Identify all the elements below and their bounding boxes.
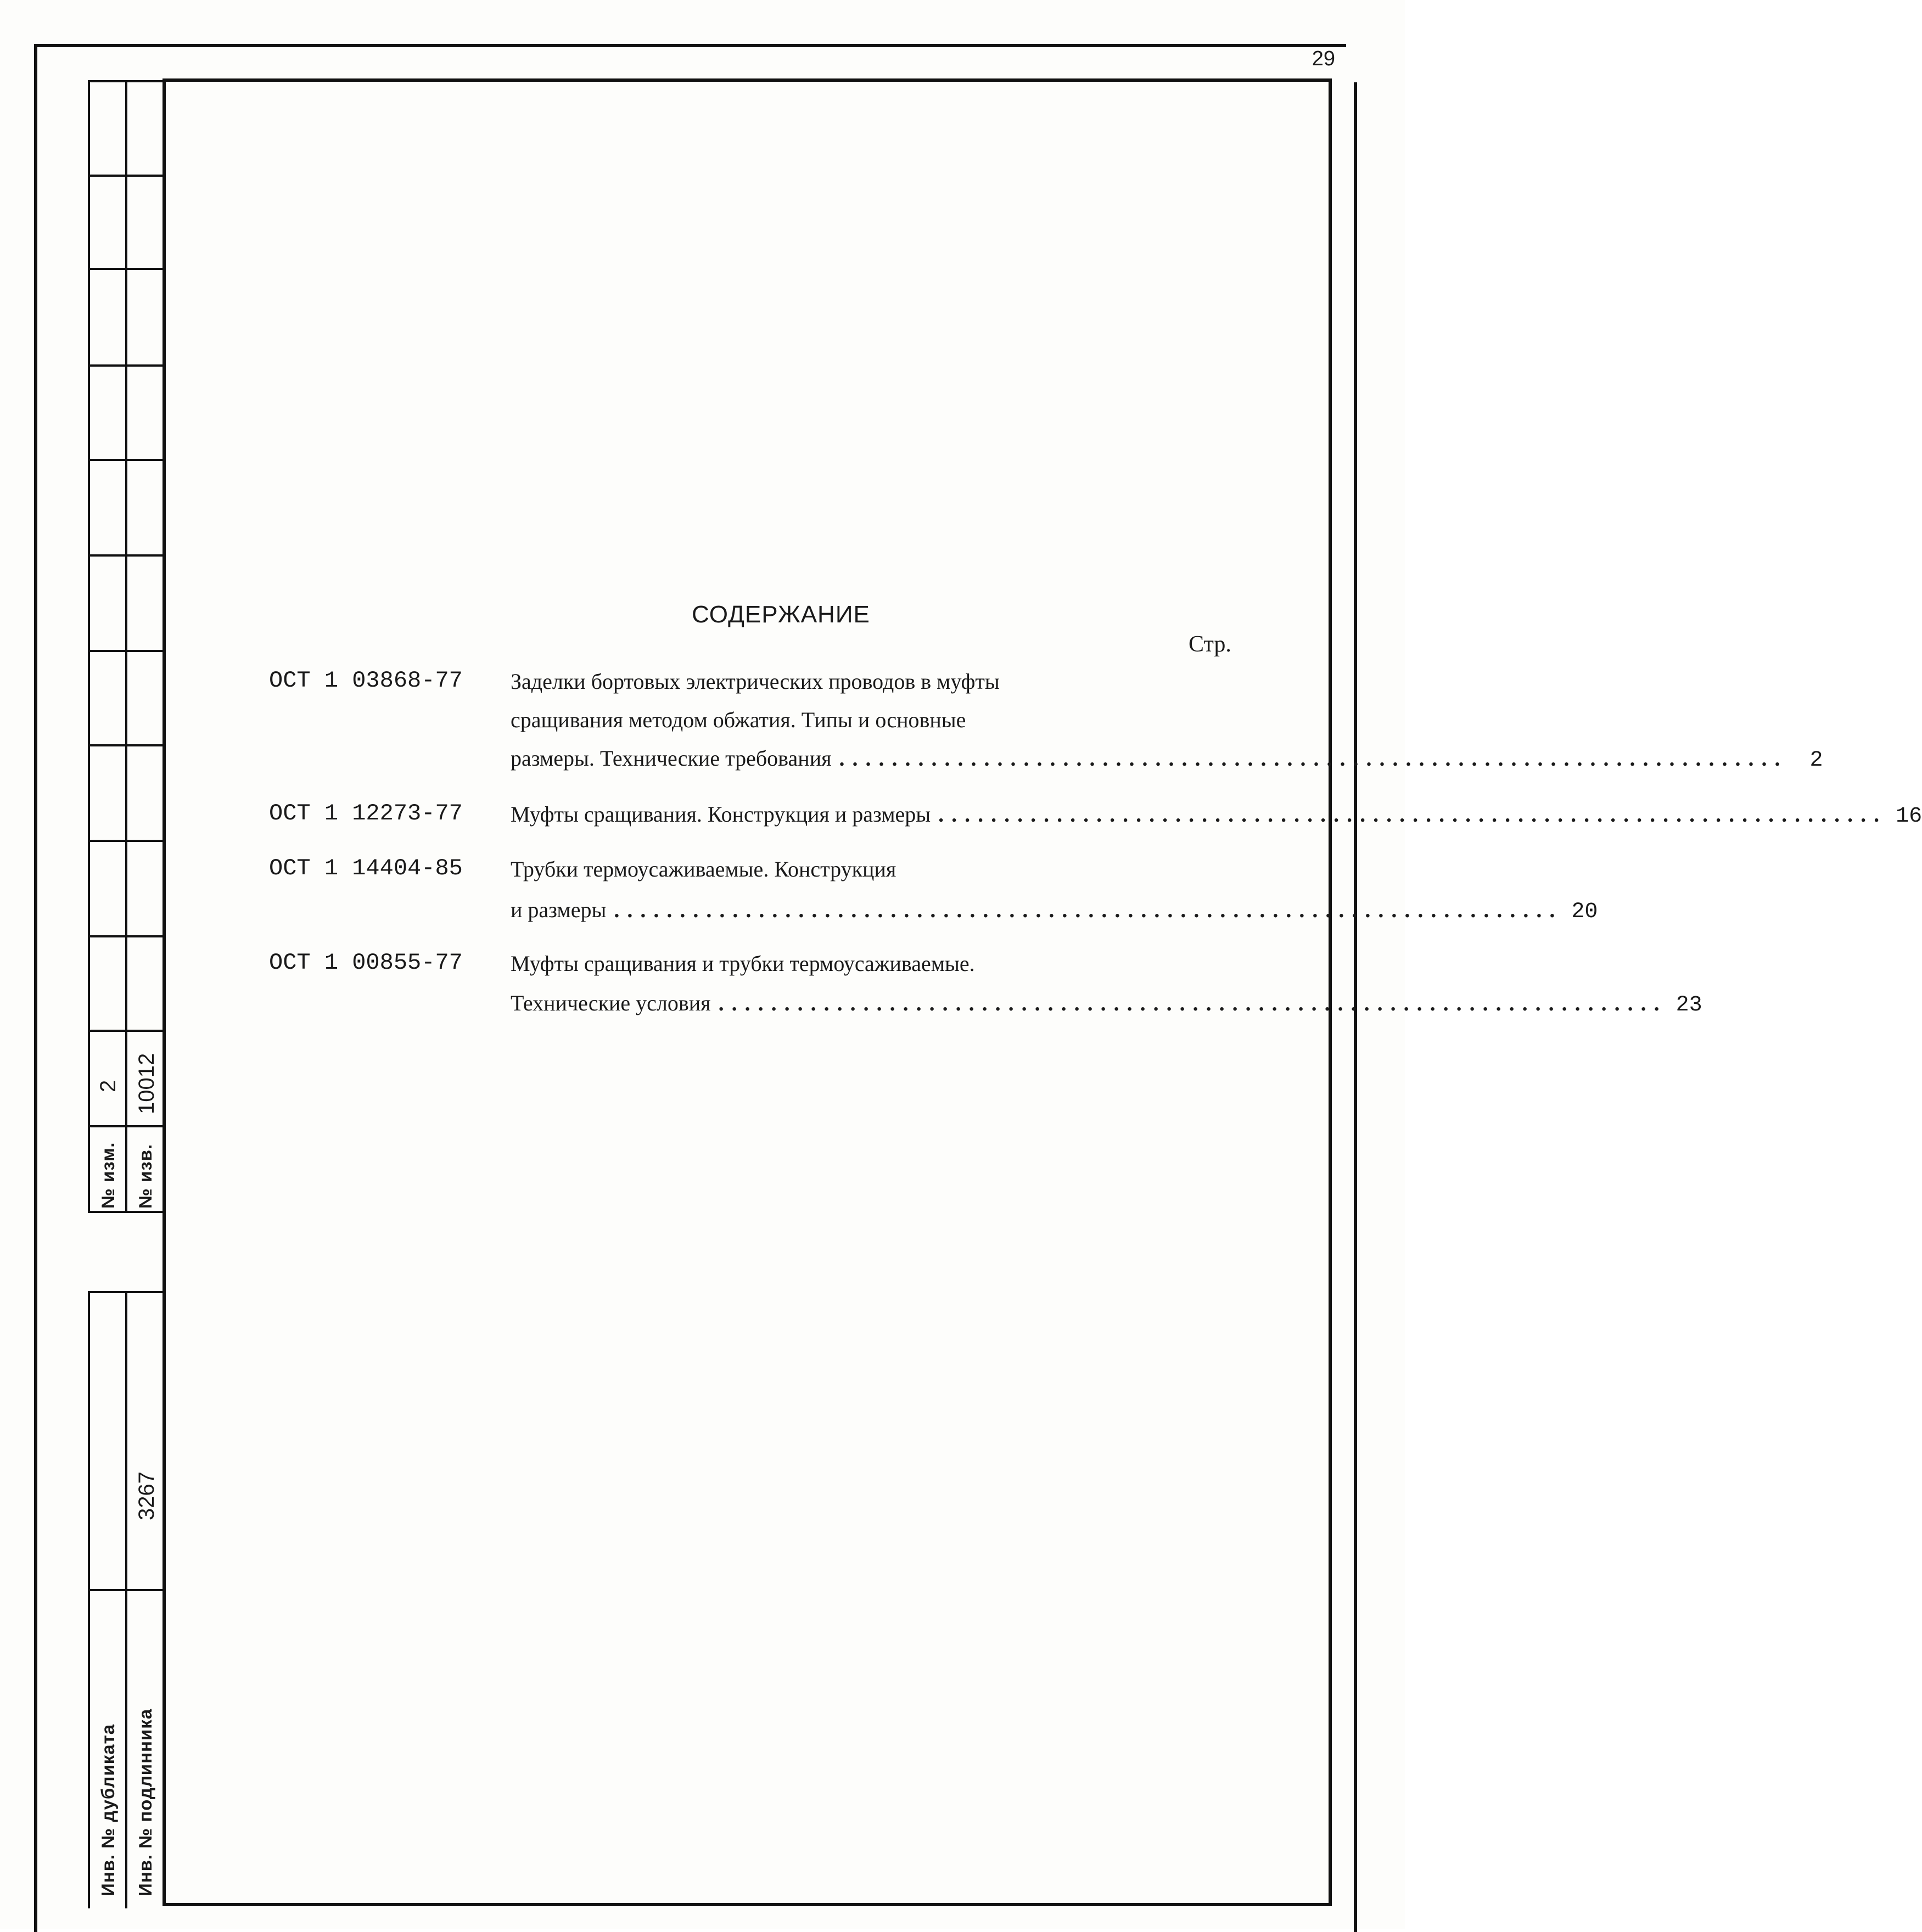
toc-entry-page: 2: [1809, 748, 1823, 773]
notice-number-label: № изв.: [135, 1143, 155, 1209]
stamp-row-line: [88, 840, 165, 842]
original-inventory-value: 3267: [135, 1472, 159, 1520]
stamp-row-line: [88, 650, 165, 652]
toc-entry-page: 16: [1896, 804, 1922, 829]
stamp-row-line: [88, 554, 165, 557]
toc-entry-code: ОСТ 1 12273-77: [269, 800, 463, 827]
stamp-row-line: [88, 1291, 165, 1293]
toc-entry-code: ОСТ 1 00855-77: [269, 950, 463, 976]
page-column-label: Стр.: [1189, 632, 1231, 657]
toc-entry-leader-line: [511, 990, 1702, 1018]
dot-leader: ........................................................................: [718, 991, 1667, 1015]
stamp-row-line: [88, 80, 165, 82]
stamp-row-line: [88, 935, 165, 937]
dot-leader: ........................................................................: [839, 746, 1788, 771]
duplicate-inventory-label: Инв. № дубликата: [98, 1723, 118, 1896]
sheet-top-line: [34, 44, 1346, 47]
toc-entry-code: ОСТ 1 14404-85: [269, 855, 463, 881]
stamp-row-line: [88, 175, 165, 177]
stamp-row-line: [88, 1589, 165, 1591]
toc-entry-page: 23: [1676, 993, 1702, 1018]
toc-entry-last-line: Муфты сращивания. Конструкция и размеры: [511, 802, 931, 827]
stamp-row-line: [88, 268, 165, 270]
stamp-column-line: [125, 80, 127, 1211]
toc-entry-line: Муфты сращивания и трубки термоусаживаемые.: [511, 951, 975, 976]
stamp-row-line: [88, 1211, 165, 1213]
toc-entry-last-line: Технические условия: [511, 991, 711, 1015]
dot-leader: ........................................................................: [938, 802, 1887, 827]
toc-title: СОДЕРЖАНИЕ: [692, 601, 870, 628]
toc-entry-leader-line: [511, 801, 1922, 829]
stamp-column-line: [88, 1291, 90, 1908]
toc-entry-last-line: размеры. Технические требования: [511, 746, 832, 771]
toc-entry-leader-line: [511, 745, 1823, 773]
toc-entry-line: Заделки бортовых электрических проводов в муфты: [511, 669, 1000, 694]
toc-entry-leader-line: [511, 897, 1598, 924]
page-number: 29: [1312, 47, 1335, 70]
stamp-row-line: [88, 364, 165, 367]
toc-entry-code: ОСТ 1 03868-77: [269, 667, 463, 694]
stamp-column-line: [125, 1291, 127, 1908]
toc-entry-last-line: и размеры: [511, 897, 607, 922]
original-inventory-label: Инв. № подлинника: [135, 1708, 155, 1896]
sheet-left-line: [34, 44, 37, 1932]
change-number-value: 2: [96, 1080, 120, 1092]
stamp-row-line: [88, 1030, 165, 1032]
notice-number-value: 10012: [135, 1053, 159, 1114]
toc-entry-line: Трубки термоусаживаемые. Конструкция: [511, 857, 896, 881]
stamp-row-line: [88, 459, 165, 461]
toc-entry-line: сращивания методом обжатия. Типы и основные: [511, 707, 966, 732]
toc-entry-page: 20: [1571, 900, 1598, 924]
dot-leader: ........................................................................: [614, 897, 1563, 922]
stamp-column-line: [88, 80, 90, 1211]
stamp-row-line: [88, 1125, 165, 1127]
change-number-label: № изм.: [98, 1142, 118, 1209]
stamp-row-line: [88, 744, 165, 746]
